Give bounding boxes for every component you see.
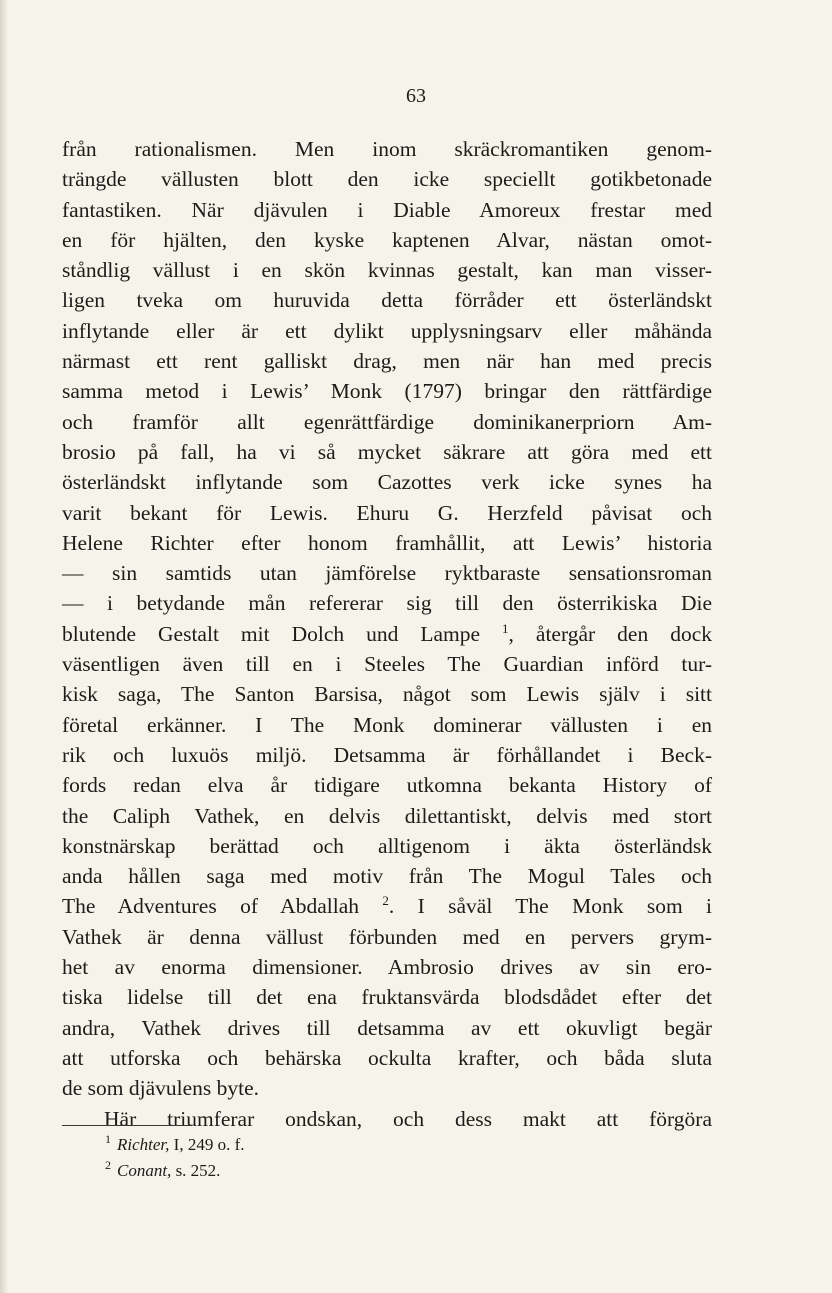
- page-edge: [0, 0, 8, 1293]
- text-line-with-footnote-2: [62, 891, 712, 921]
- footnote-author: Richter,: [117, 1135, 170, 1154]
- text-line: samma metod i Lewis’ Monk (1797) bringar den rättfärdige: [62, 379, 712, 404]
- text-line: ligen tveka om huruvida detta förråder ett österländskt: [62, 288, 712, 313]
- text-line: fantastiken. När djävulen i Diable Amoreux frestar med: [62, 197, 712, 222]
- text-line: rik och luxuös miljö. Detsamma är förhållandet i Beck-: [62, 742, 712, 767]
- footnote-1: [105, 1132, 244, 1158]
- text-line: närmast ett rent galliskt drag, men när han med precis: [62, 349, 712, 374]
- text-line: trängde vällusten blott den icke speciellt gotikbetonade: [62, 167, 712, 192]
- footnote-mark: 1: [105, 1132, 111, 1147]
- text-line: Vathek är denna vällust förbunden med en pervers grym-: [62, 924, 712, 949]
- text-line: att utforska och behärska ockulta krafter, och båda sluta: [62, 1045, 712, 1070]
- text-line: — sin samtids utan jämförelse ryktbaraste sensationsroman: [62, 561, 712, 586]
- footnote-text: s. 252.: [171, 1161, 221, 1180]
- text-line: kisk saga, The Santon Barsisa, något som Lewis själv i sitt: [62, 682, 712, 707]
- footnote-rule: [62, 1125, 192, 1126]
- text-line: brosio på fall, ha vi så mycket säkrare att göra med ett: [62, 439, 712, 464]
- footnotes: [105, 1132, 244, 1184]
- text-line: ståndlig vällust i en skön kvinnas gestalt, kan man visser-: [62, 258, 712, 283]
- text-line: österländskt inflytande som Cazottes verk icke synes ha: [62, 470, 712, 495]
- text-line: andra, Vathek drives till detsamma av ett okuvligt begär: [62, 1015, 712, 1040]
- text-line-part: blutende Gestalt mit Dolch und Lampe: [62, 621, 481, 646]
- footnote-ref-1: 1: [502, 620, 509, 636]
- text-line: tiska lidelse till det ena fruktansvärda blodsdådet efter det: [62, 985, 712, 1010]
- body-text: [62, 134, 712, 1134]
- text-line: anda hållen saga med motiv från The Mogul Tales och: [62, 864, 712, 889]
- text-line: från rationalismen. Men inom skräckromantiken genom-: [62, 137, 712, 161]
- text-line: konstnärskap berättad och alltigenom i äkta österländsk: [62, 833, 712, 858]
- text-line: fords redan elva år tidigare utkomna bekanta History of: [62, 773, 712, 798]
- text-line: inflytande eller är ett dylikt upplysningsarv eller måhända: [62, 318, 712, 343]
- text-line: väsentligen även till en i Steeles The Guardian införd tur-: [62, 652, 712, 677]
- text-line-with-footnote-1: [62, 619, 712, 649]
- text-line: Här triumferar ondskan, och dess makt att förgöra: [104, 1106, 712, 1131]
- footnote-ref-2: 2: [382, 893, 389, 909]
- footnote-author: Conant,: [117, 1161, 172, 1180]
- text-line: varit bekant för Lewis. Ehuru G. Herzfeld påvisat och: [62, 500, 712, 525]
- text-line: — i betydande mån refererar sig till den österrikiska Die: [62, 591, 712, 616]
- footnote-2: [105, 1158, 244, 1184]
- text-line-tail: . I såväl The Monk som i: [388, 894, 713, 919]
- text-line: de som djävulens byte.: [62, 1076, 260, 1101]
- text-line-tail: , återgår den dock: [508, 621, 713, 646]
- footnote-text: I, 249 o. f.: [169, 1135, 245, 1154]
- text-line: och framför allt egenrättfärdige dominikanerpriorn Am-: [62, 409, 712, 434]
- text-line: en för hjälten, den kyske kaptenen Alvar, nästan omot-: [62, 227, 712, 252]
- text-line-part: The Adventures of Abdallah: [62, 894, 359, 919]
- page-number: 63: [406, 85, 426, 107]
- text-line: het av enorma dimensioner. Ambrosio drives av sin ero-: [62, 955, 712, 980]
- text-line: Helene Richter efter honom framhållit, att Lewis’ historia: [62, 530, 712, 555]
- footnote-mark: 2: [105, 1158, 111, 1173]
- text-line: företal erkänner. I The Monk dominerar vällusten i en: [62, 712, 712, 737]
- text-line: the Caliph Vathek, en delvis dilettantiskt, delvis med stort: [62, 803, 712, 828]
